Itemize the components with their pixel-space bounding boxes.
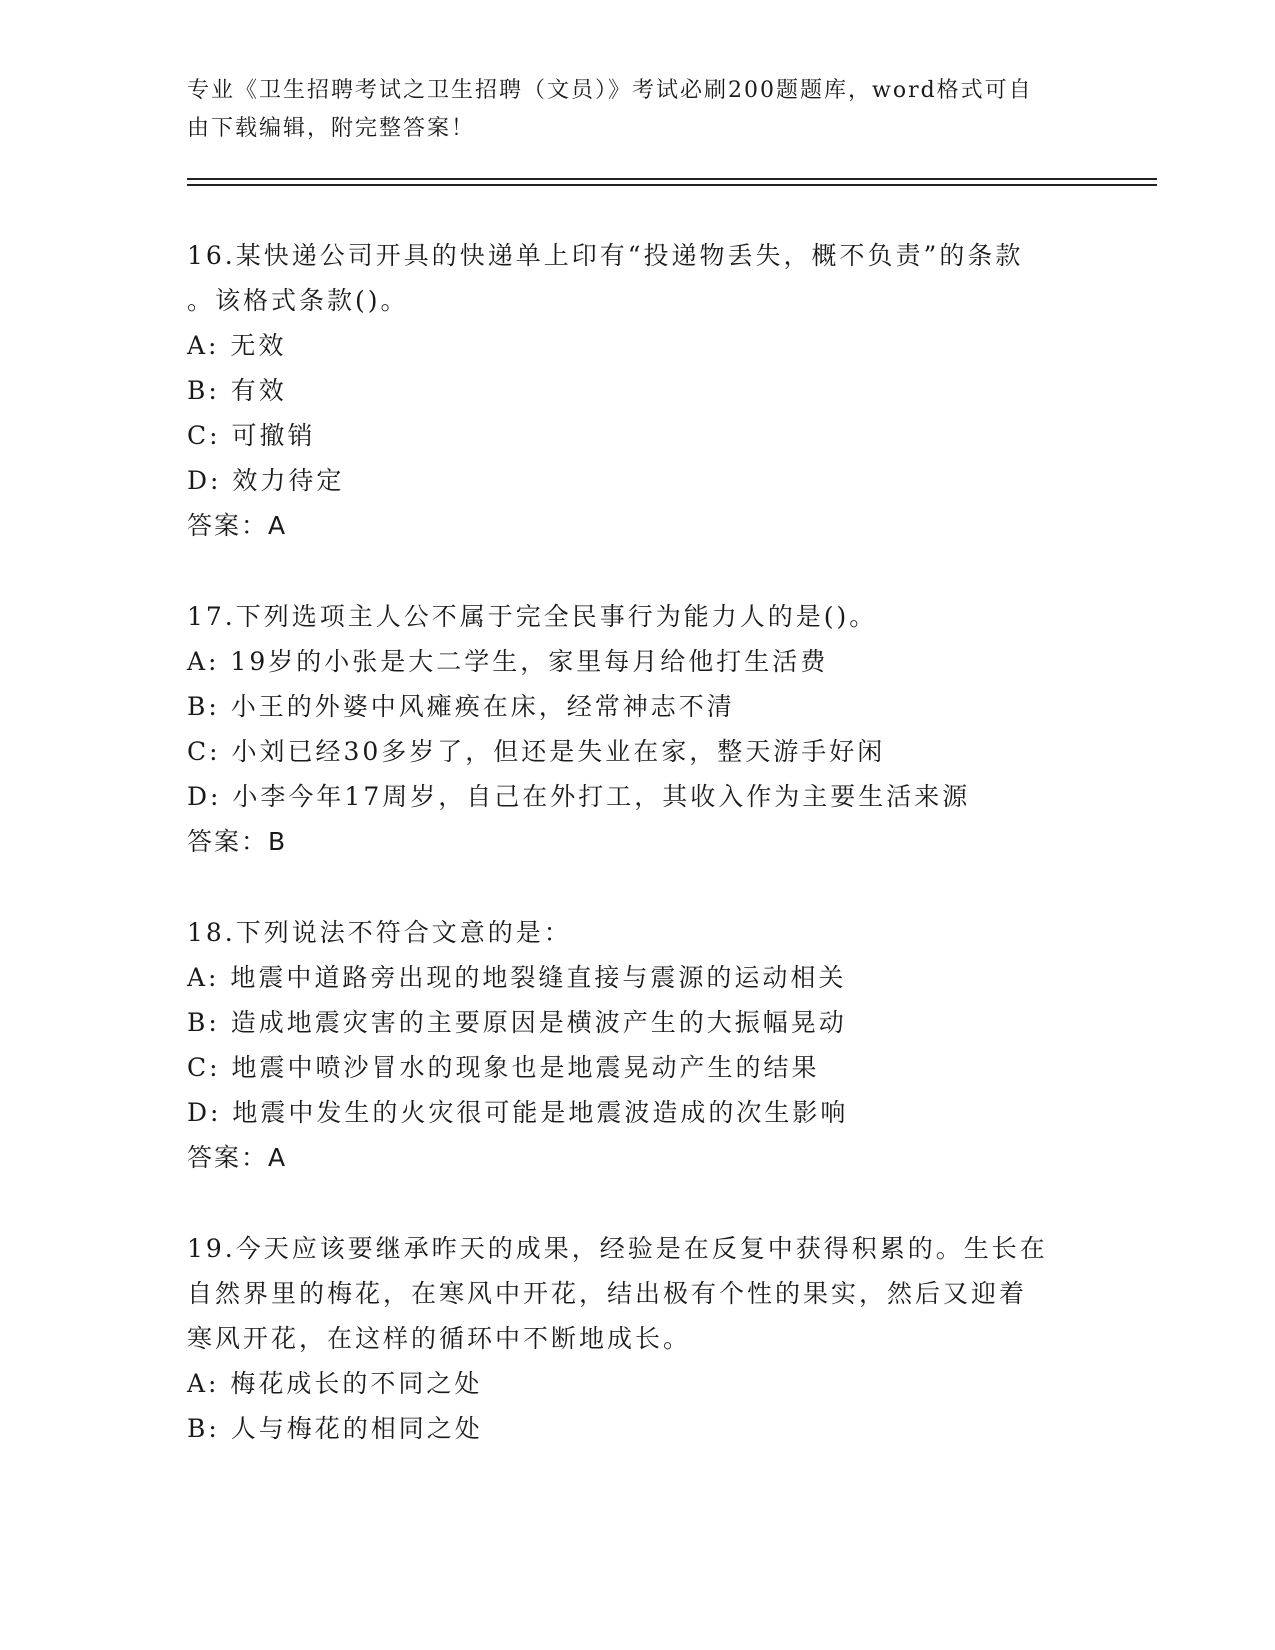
option-d: D: 小李今年17周岁，自己在外打工，其收入作为主要生活来源 xyxy=(187,782,971,811)
option-a: A: 地震中道路旁出现的地裂缝直接与震源的运动相关 xyxy=(187,963,847,992)
option-c: C: 地震中喷沙冒水的现象也是地震晃动产生的结果 xyxy=(187,1053,820,1082)
questions-list xyxy=(187,233,1087,1497)
answer-line: 答案：B xyxy=(187,827,288,856)
question-16 xyxy=(187,233,1087,548)
question-stem-line: 16.某快递公司开具的快递单上印有“投递物丢失，概不负责”的条款 xyxy=(187,241,1024,270)
option-c: C: 可撤销 xyxy=(187,421,316,450)
option-a: A: 19岁的小张是大二学生，家里每月给他打生活费 xyxy=(187,647,829,676)
option-a: A: 无效 xyxy=(187,331,287,360)
question-stem-line: 寒风开花，在这样的循环中不断地成长。 xyxy=(187,1324,692,1353)
answer-line: 答案：A xyxy=(187,511,288,540)
answer-line: 答案：A xyxy=(187,1143,288,1172)
option-b: B: 人与梅花的相同之处 xyxy=(187,1414,483,1443)
question-stem-line: 17.下列选项主人公不属于完全民事行为能力人的是()。 xyxy=(187,602,878,631)
document-header xyxy=(187,72,1067,148)
header-divider-top xyxy=(187,178,1157,180)
option-b: B: 有效 xyxy=(187,376,287,405)
option-d: D: 地震中发生的火灾很可能是地震波造成的次生影响 xyxy=(187,1098,849,1127)
question-18 xyxy=(187,910,1087,1180)
header-line-1: 专业《卫生招聘考试之卫生招聘（文员）》考试必刷200题题库，word格式可自 xyxy=(187,78,1033,103)
option-a: A: 梅花成长的不同之处 xyxy=(187,1369,483,1398)
option-b: B: 小王的外婆中风瘫痪在床，经常神志不清 xyxy=(187,692,735,721)
question-17 xyxy=(187,594,1087,864)
option-d: D: 效力待定 xyxy=(187,466,345,495)
question-stem-line: 19.今天应该要继承昨天的成果，经验是在反复中获得积累的。生长在 xyxy=(187,1234,1048,1263)
question-stem-line: 18.下列说法不符合文意的是： xyxy=(187,918,572,947)
header-divider-bottom xyxy=(187,184,1157,186)
question-stem-line: 。该格式条款()。 xyxy=(187,286,409,315)
question-19 xyxy=(187,1226,1087,1451)
option-c: C: 小刘已经30多岁了，但还是失业在家，整天游手好闲 xyxy=(187,737,886,766)
header-line-2: 由下载编辑，附完整答案！ xyxy=(187,116,476,141)
question-stem-line: 自然界里的梅花，在寒风中开花，结出极有个性的果实，然后又迎着 xyxy=(187,1279,1028,1308)
option-b: B: 造成地震灾害的主要原因是横波产生的大振幅晃动 xyxy=(187,1008,847,1037)
